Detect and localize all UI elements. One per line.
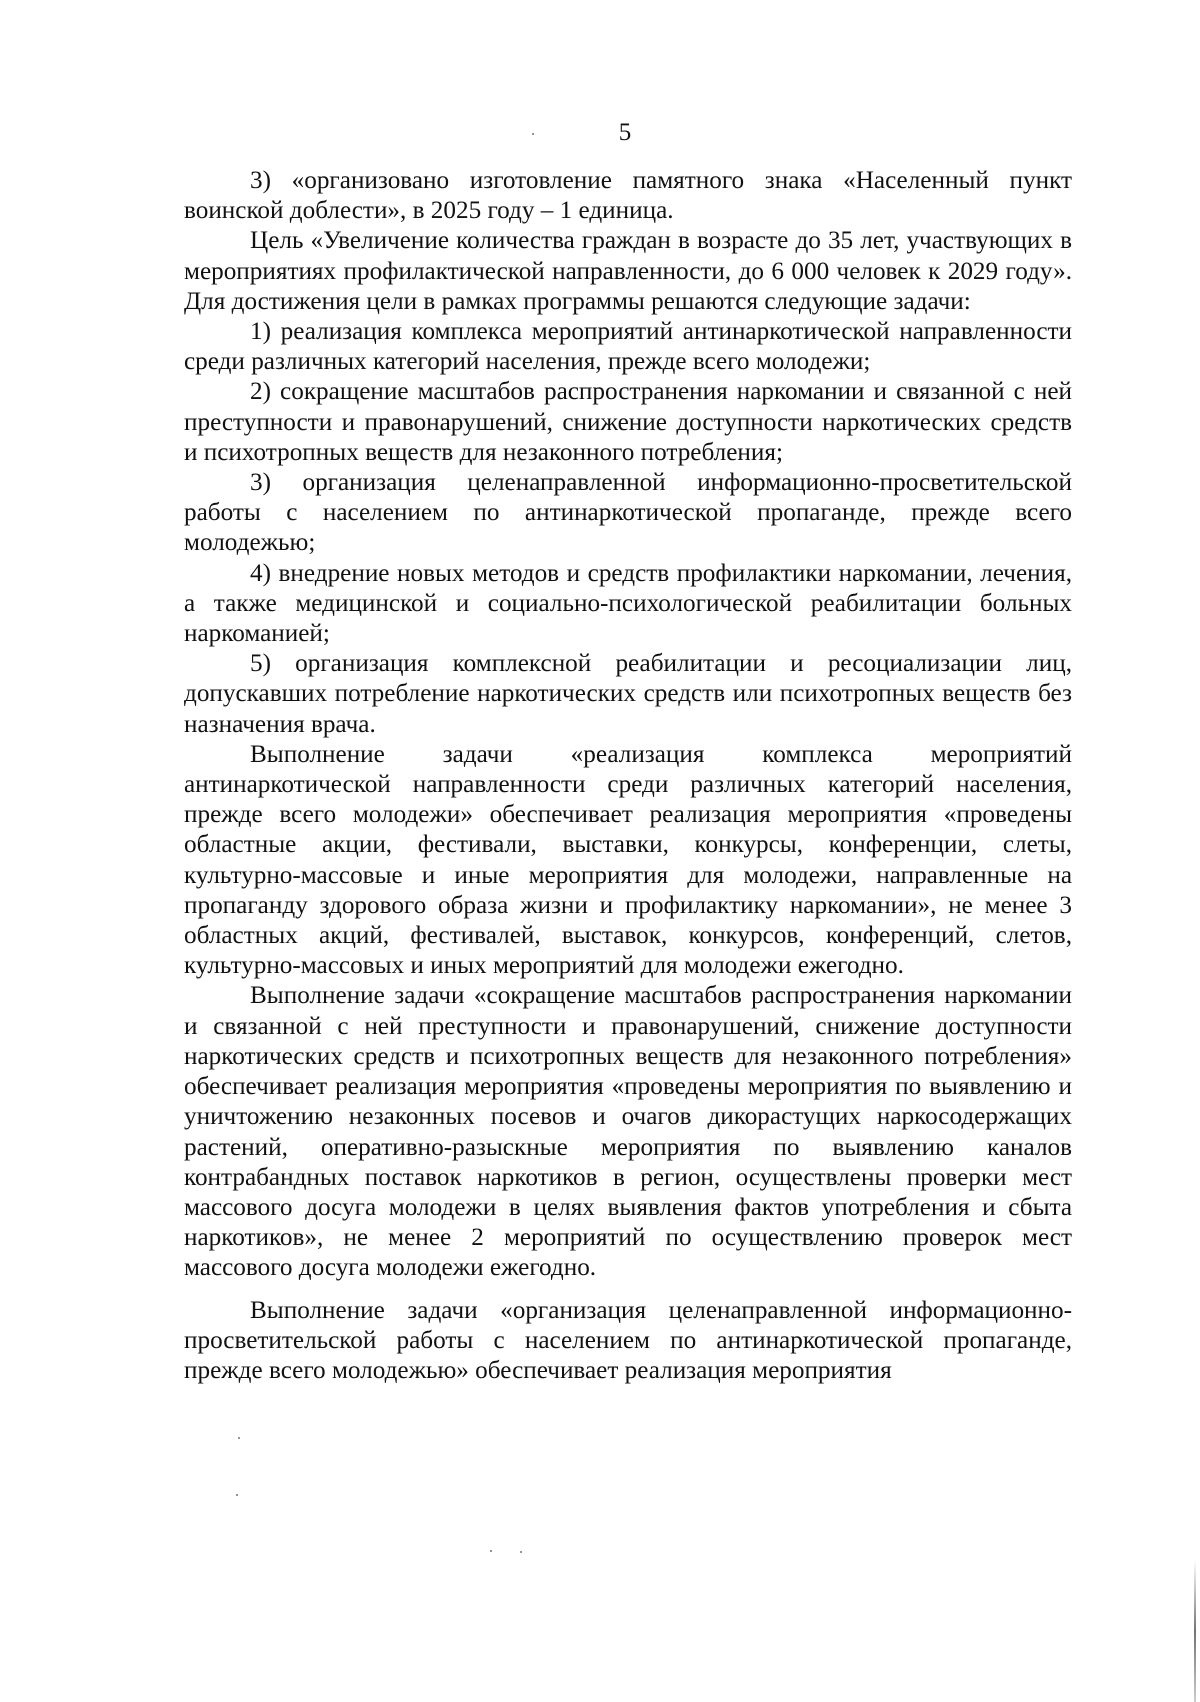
scan-speck [532, 133, 534, 135]
paragraph-task-3: 3) организация целенаправленной информационно-просветительской работы с населением по антинаркотической пропаганде, прежде всего молодежью; [184, 469, 1072, 557]
paragraph-task-4: 4) внедрение новых методов и средств профилактики наркомании, лечения, а также медицинской и социально-психологической реабилитации больных наркоманией; [184, 559, 1072, 648]
scan-speck [490, 1550, 492, 1552]
page-number: 5 [618, 119, 632, 146]
paragraph-memorial-sign-item: 3) «организовано изготовление памятного знака «Населенный пункт воинской доблести», в 2025 году – 1 единица. [184, 167, 1072, 225]
paragraph-task-2: 2) сокращение масштабов распространения наркомании и связанной с ней преступности и правонарушений, снижение доступности наркотических средств и психотропных веществ для незаконного потребления; [184, 378, 1072, 466]
paragraph-task-1: 1) реализация комплекса мероприятий антинаркотической направленности среди различных категорий населения, прежде всего молодежи; [184, 318, 1072, 376]
paragraph-task-5: 5) организация комплексной реабилитации и ресоциализации лиц, допускавших потребление наркотических средств или психотропных веществ без назначения врача. [184, 650, 1072, 738]
document-body [184, 166, 1072, 1386]
scan-speck [238, 1437, 240, 1439]
scan-speck [520, 1551, 522, 1553]
scan-edge-mark [1194, 1560, 1196, 1702]
paragraph-task-1-execution: Выполнение задачи «реализация комплекса мероприятий антинаркотической направленности среди различных категорий населения, прежде всего молодежи» обеспечивает реализация мероприятия «проведены областные акции, фестивали, выставки, конкурсы, конференции, слеты, культурно-массовые и иные мероприятия для молодежи, направленные на пропаганду здорового образа жизни и профилактику наркомании», не менее 3 областных акций, фестивалей, выставок, конкурсов, конференций, слетов, культурно-массовых и иных мероприятий для молодежи ежегодно. [184, 740, 1072, 980]
paragraph-task-3-execution: Выполнение задачи «организация целенаправленной информационно-просветительской работы с населением по антинаркотической пропаганде, прежде всего молодежью» обеспечивает реализация мероприятия [184, 1296, 1072, 1384]
paragraph-task-2-execution: Выполнение задачи «сокращение масштабов распространения наркомании и связанной с ней преступности и правонарушений, снижение доступности наркотических средств и психотропных веществ для незаконного потребления» обеспечивает реализация мероприятия «проведены мероприятия по выявлению и уничтожению незаконных посевов и очагов дикорастущих наркосодержащих растений, оперативно-разыскные мероприятия по выявлению каналов контрабандных поставок наркотиков в регион, осуществлены проверки мест массового досуга молодежи в целях выявления фактов употребления и сбыта наркотиков», не менее 2 мероприятий по осуществлению проверок мест массового досуга молодежи ежегодно. [184, 982, 1072, 1282]
scan-speck [236, 1494, 238, 1496]
paragraph-goal-statement: Цель «Увеличение количества граждан в возрасте до 35 лет, участвующих в мероприятиях профилактической направленности, до 6 000 человек к 2029 году». Для достижения цели в рамках программы решаются следующие задачи: [184, 227, 1072, 315]
